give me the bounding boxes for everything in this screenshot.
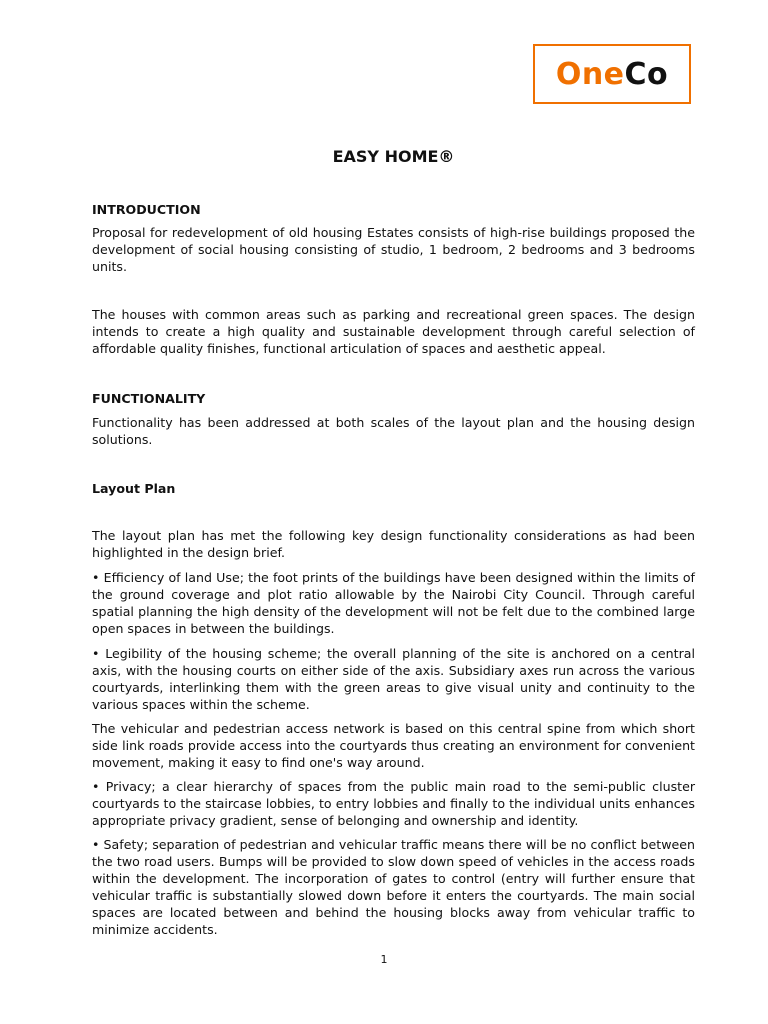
paragraph-layout-5: • Privacy; a clear hierarchy of spaces from the public main road to the semi-public cluster courtyards to the staircase lobbies, to entry lobbies and finally to the individual units enhances appropriate privacy gradient, sense of belonging and ownership and identity.	[92, 779, 695, 828]
logo-text-co: Co	[624, 56, 669, 92]
heading-introduction: INTRODUCTION	[92, 202, 201, 217]
paragraph-layout-2: • Efficiency of land Use; the foot prints of the buildings have been designed within the limits of the ground coverage and plot ratio allowable by the Nairobi City Council. Through careful spatial planning the high density of the development will not be felt due to the combined large open spaces in between the buildings.	[92, 570, 695, 636]
paragraph-layout-3: • Legibility of the housing scheme; the overall planning of the site is anchored on a central axis, with the housing courts on either side of the axis. Subsidiary axes run across the various courtyards, interlinking them with the green areas to give visual unity and continuity to the various spaces within the scheme.	[92, 646, 695, 712]
paragraph-functionality-1: Functionality has been addressed at both scales of the layout plan and the housing design solutions.	[92, 415, 695, 447]
paragraph-layout-4: The vehicular and pedestrian access network is based on this central spine from which short side link roads provide access into the courtyards thus creating an environment for convenient movement, making it easy to find one's way around.	[92, 721, 695, 770]
heading-functionality: FUNCTIONALITY	[92, 391, 206, 406]
document-title: EASY HOME®	[332, 147, 455, 166]
heading-layout-plan: Layout Plan	[92, 481, 176, 496]
oneco-logo	[533, 44, 691, 104]
paragraph-intro-2: The houses with common areas such as parking and recreational green spaces. The design intends to create a high quality and sustainable development through careful selection of affordable quality finishes, functional articulation of spaces and aesthetic appeal.	[92, 307, 695, 356]
page-number: 1	[380, 953, 388, 966]
paragraph-layout-1: The layout plan has met the following key design functionality considerations as had been highlighted in the design brief.	[92, 528, 695, 560]
logo-text-one: One	[555, 56, 625, 92]
paragraph-intro-1: Proposal for redevelopment of old housing Estates consists of high-rise buildings proposed the development of social housing consisting of studio, 1 bedroom, 2 bedrooms and 3 bedrooms units.	[92, 225, 695, 274]
paragraph-layout-6: • Safety; separation of pedestrian and vehicular traffic means there will be no conflict between the two road users. Bumps will be provided to slow down speed of vehicles in the access roads within the development. The incorporation of gates to control (entry will further ensure that vehicular traffic is substantially slowed down before it enters the courtyards. The main social spaces are located between and behind the housing blocks away from vehicular traffic to minimize accidents.	[92, 837, 695, 937]
